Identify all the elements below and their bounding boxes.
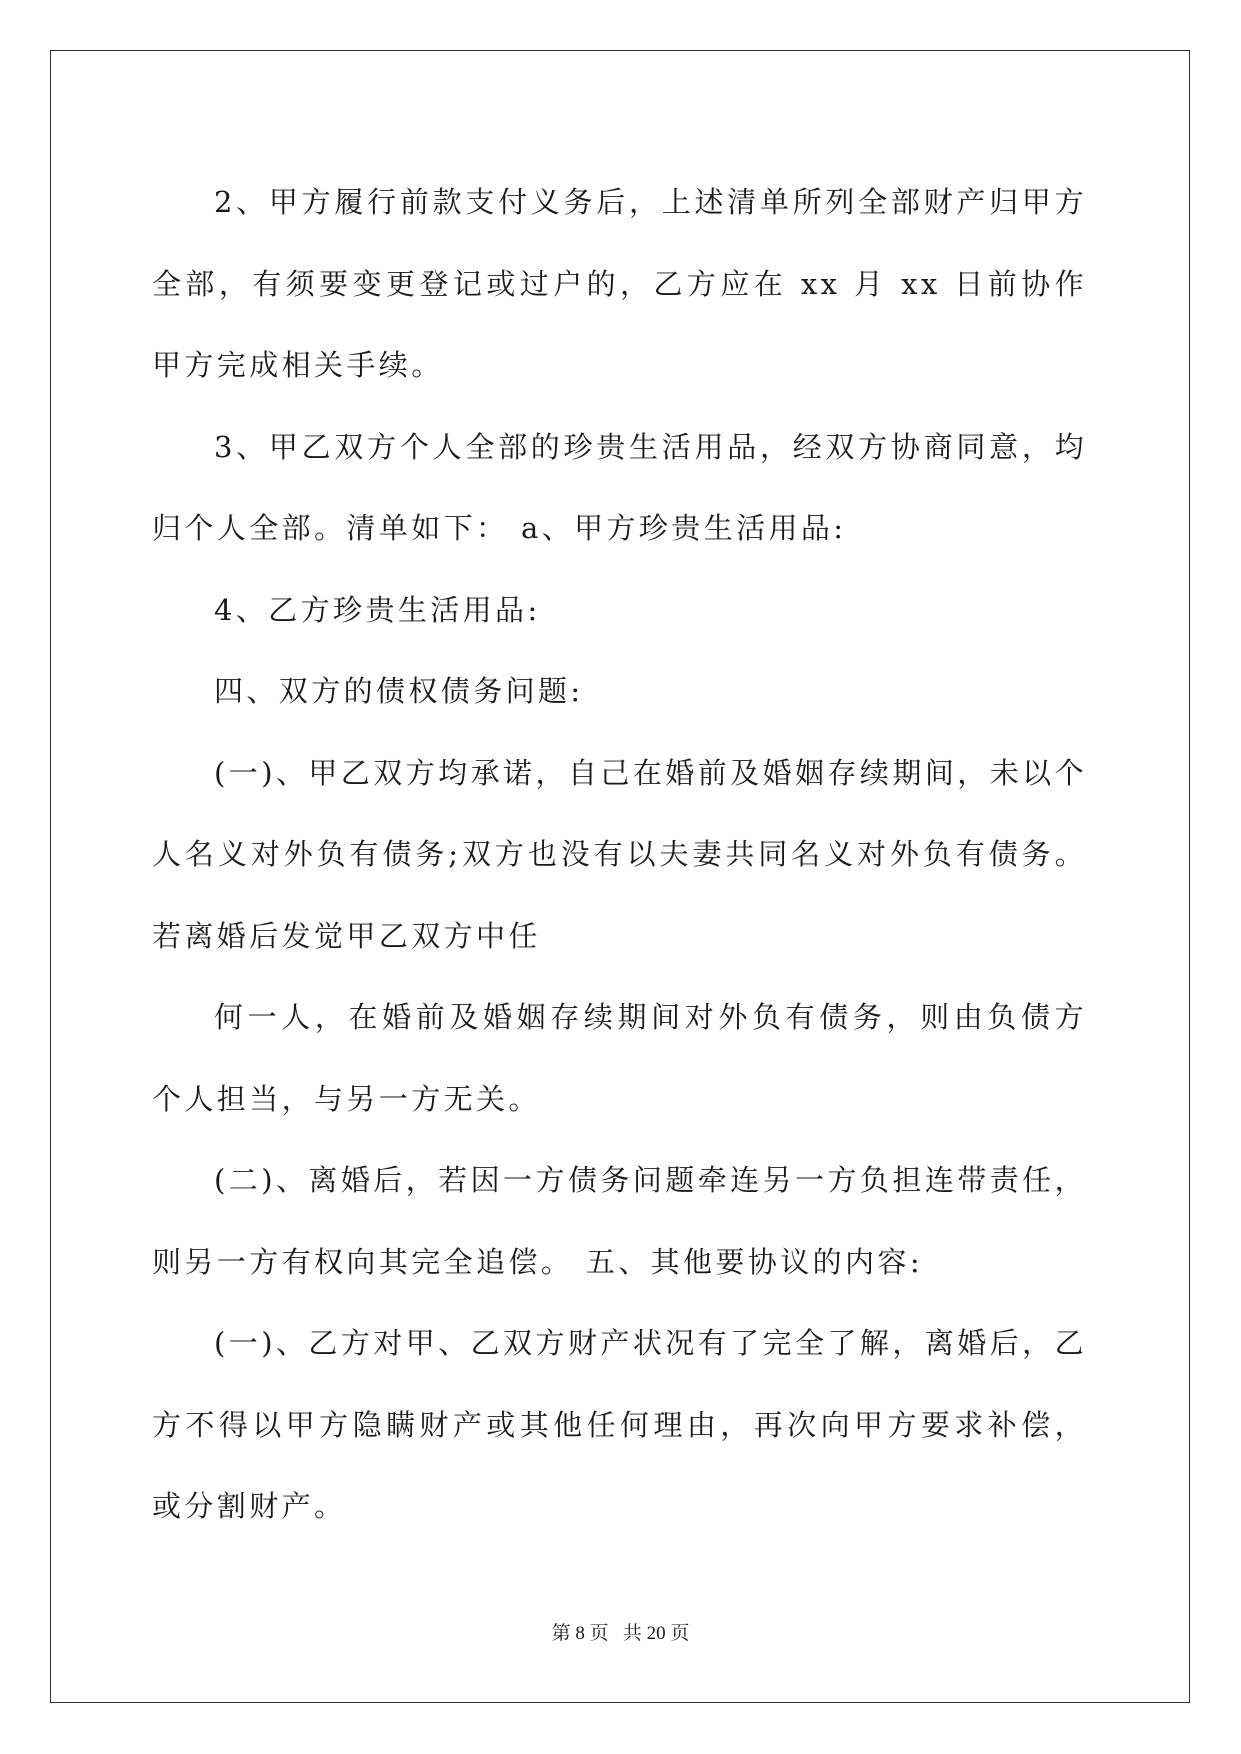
footer-gap: [609, 1623, 623, 1644]
paragraph: (一)、甲乙双方均承诺，自己在婚前及婚姻存续期间，未以个人名义对外负有债务;双方也没有以夫妻共同名义对外负有债务。若离婚后发觉甲乙双方中任: [152, 755, 1087, 953]
section-heading: 四、双方的债权债务问题:: [214, 674, 584, 708]
paragraph: 4、乙方珍贵生活用品:: [214, 592, 541, 627]
page-footer: [0, 1618, 1241, 1645]
paragraph: (一)、乙方对甲、乙双方财产状况有了完全了解，离婚后，乙方不得以甲方隐瞒财产或其他任何理由，再次向甲方要求补偿，或分割财产。: [152, 1326, 1087, 1523]
paragraph: 2、甲方履行前款支付义务后，上述清单所列全部财产归甲方全部，有须要变更登记或过户的，乙方应在 xx 月 xx 日前协作甲方完成相关手续。: [152, 185, 1087, 382]
paragraph: 3、甲乙双方个人全部的珍贵生活用品，经双方协商同意，均归个人全部。清单如下： a、甲方珍贵生活用品:: [152, 429, 1087, 545]
page-number: 第 8 页: [551, 1623, 609, 1644]
page-total: 共 20 页: [622, 1623, 690, 1644]
document-body: [152, 162, 1087, 1548]
paragraph: (二)、离婚后，若因一方债务问题牵连另一方负担连带责任，则另一方有权向其完全追偿。 五、其他要协议的内容:: [152, 1163, 1087, 1279]
paragraph: 何一人，在婚前及婚姻存续期间对外负有债务，则由负债方个人担当，与另一方无关。: [152, 1000, 1087, 1116]
